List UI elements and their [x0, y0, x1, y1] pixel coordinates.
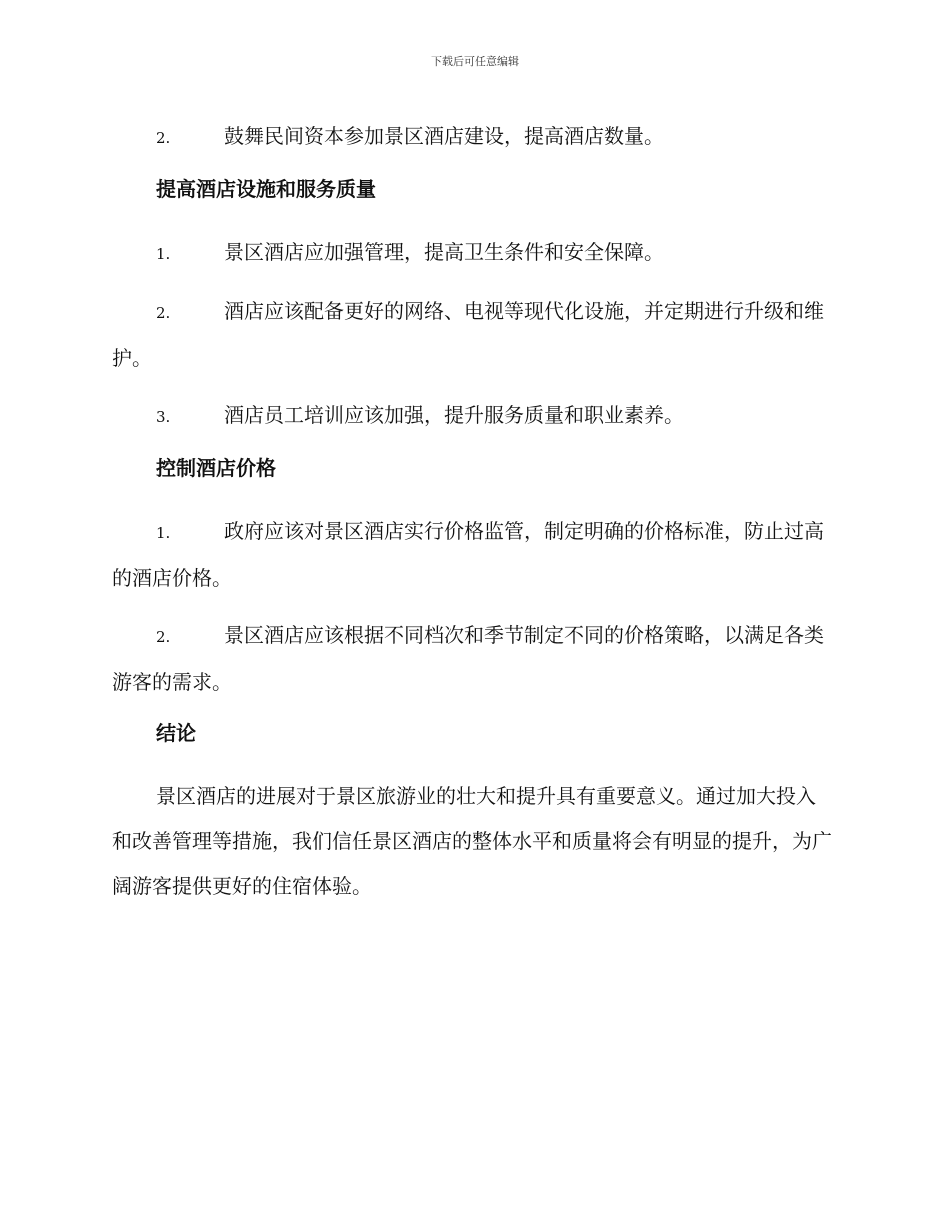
list-item	[112, 230, 834, 277]
section-heading-conclusion: 结论	[156, 721, 196, 745]
list-item-text: 景区酒店应加强管理，提高卫生条件和安全保障。	[224, 240, 664, 264]
document-body	[112, 114, 834, 909]
list-item-text: 酒店应该配备更好的网络、电视等现代化设施，并定期进行升级和维护。	[112, 299, 824, 370]
list-item	[112, 114, 834, 161]
list-number: 2.	[156, 628, 171, 646]
list-number: 2.	[156, 129, 171, 147]
page-header: 下载后可任意编辑	[431, 55, 519, 68]
list-item-text: 政府应该对景区酒店实行价格监管，制定明确的价格标准，防止过高的酒店价格。	[112, 519, 824, 590]
section-heading-facilities: 提高酒店设施和服务质量	[156, 177, 376, 201]
list-item-text: 景区酒店应该根据不同档次和季节制定不同的价格策略，以满足各类游客的需求。	[112, 623, 824, 694]
list-item	[112, 613, 834, 705]
conclusion-paragraph: 景区酒店的进展对于景区旅游业的壮大和提升具有重要意义。通过加大投入和改善管理等措施，我们信任景区酒店的整体水平和质量将会有明显的提升，为广阔游客提供更好的住宿体验。	[112, 784, 832, 898]
list-number: 2.	[156, 304, 171, 322]
list-number: 3.	[156, 408, 171, 426]
list-item-text: 酒店员工培训应该加强，提升服务质量和职业素养。	[224, 403, 684, 427]
list-number: 1.	[156, 245, 171, 263]
list-item	[112, 509, 834, 601]
list-item	[112, 393, 834, 440]
list-item	[112, 289, 834, 381]
list-item-text: 鼓舞民间资本参加景区酒店建设，提高酒店数量。	[224, 124, 664, 148]
section-heading-price: 控制酒店价格	[156, 456, 276, 480]
list-number: 1.	[156, 524, 171, 542]
